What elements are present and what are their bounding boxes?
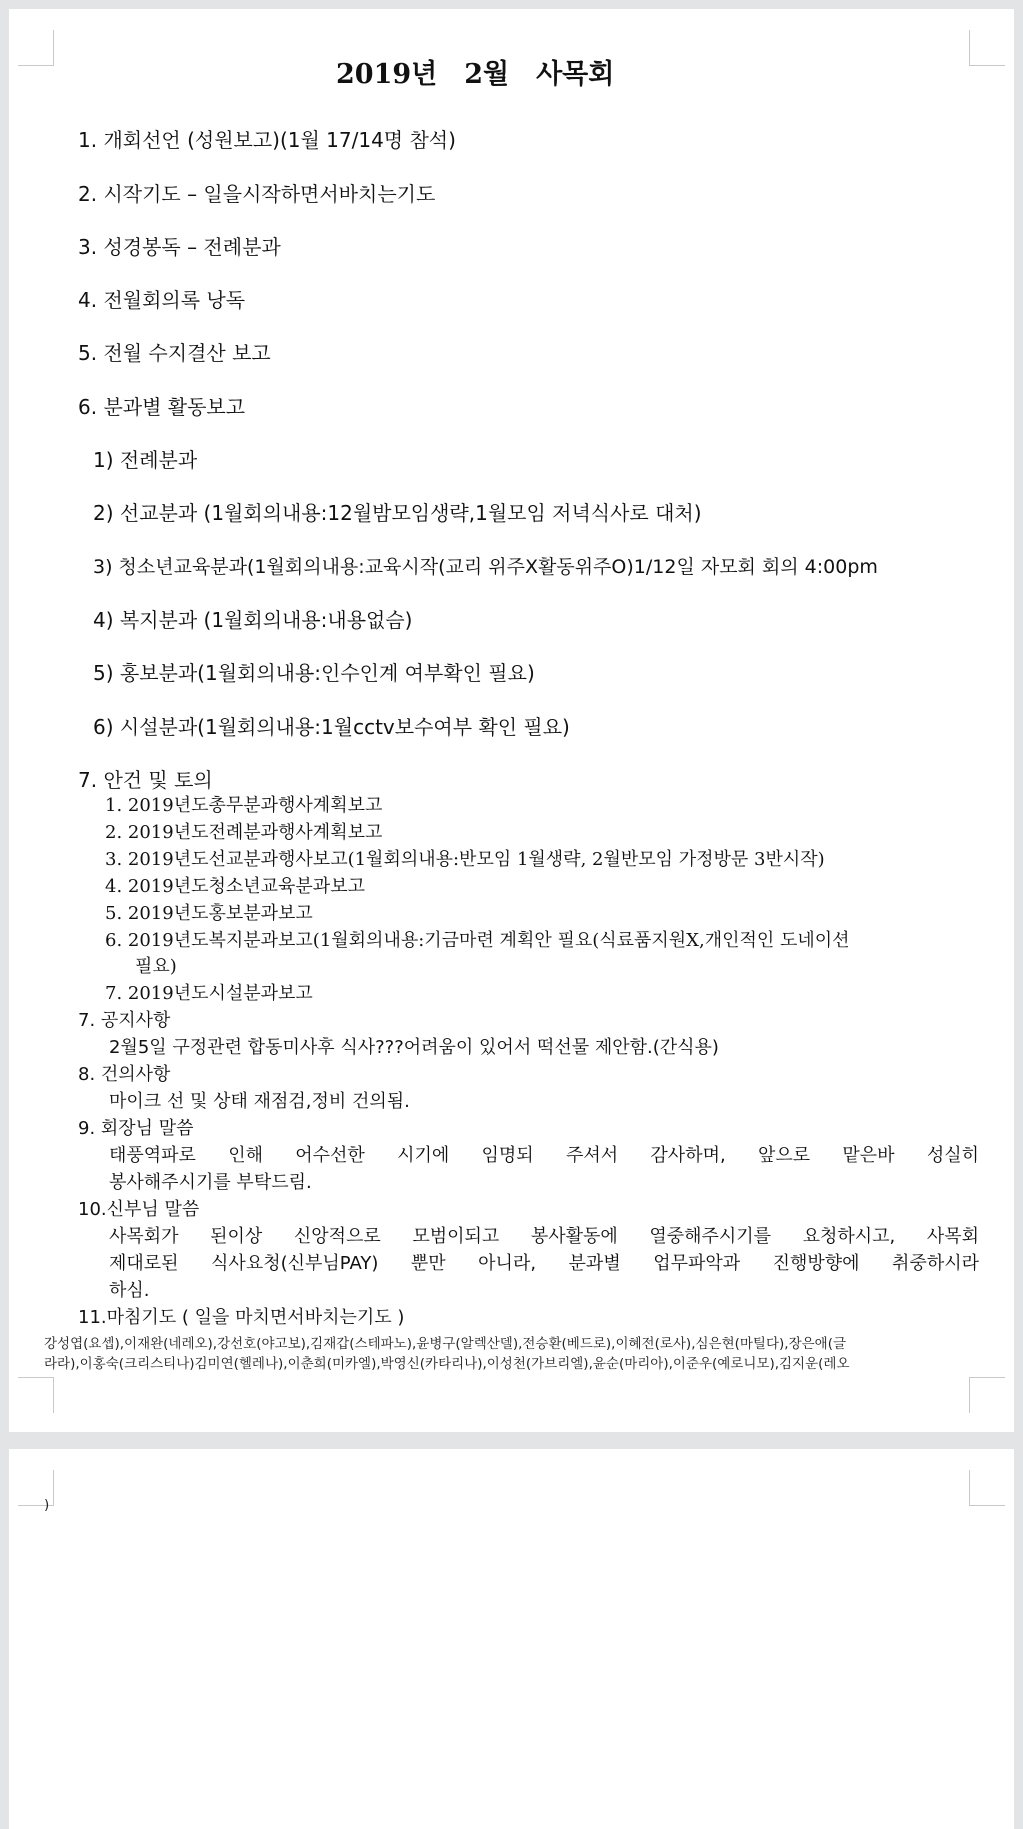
discussion-item-2: 2. 2019년도전례분과행사계획보고 [105,822,383,843]
committee-report-3: 3) 청소년교육분과(1월회의내용:교육시작(교리 위주X활동위주O)1/12일 자모회 회의 4:00pm [93,556,878,578]
priest-remarks-heading: 10.신부님 말씀 [78,1199,200,1220]
discussion-item-7: 7. 2019년도시설분과보고 [105,983,313,1004]
discussion-item-6: 6. 2019년도복지분과보고(1월회의내용:기금마련 계획안 필요(식료품지원X,개인적인 도네이션 [105,930,850,951]
document-page-2 [9,1449,1014,1829]
agenda-item-4: 4. 전월회의록 낭독 [78,288,246,312]
document-page-1 [9,9,1014,1432]
agenda-discussion-heading: 7. 안건 및 토의 [78,768,213,792]
margin-corner-mark [18,30,54,66]
agenda-item-5: 5. 전월 수지결산 보고 [78,341,271,365]
president-remarks-line: 태풍역파로 인해 어수선한 시기에 임명되 주셔서 감사하며, 앞으로 맡은바 성실히 [109,1145,979,1166]
discussion-item-5: 5. 2019년도홍보분과보고 [105,903,313,924]
agenda-item-3: 3. 성경봉독 – 전례분과 [78,235,281,259]
agenda-item-2: 2. 시작기도 – 일을시작하면서바치는기도 [78,182,436,206]
margin-corner-mark [969,1377,1005,1413]
margin-corner-mark [969,1470,1005,1506]
margin-corner-mark [969,30,1005,66]
attendee-list-line: ) [44,1497,50,1513]
president-remarks-heading: 9. 회장님 말씀 [78,1118,194,1139]
attendee-list-line: 강성엽(요셉),이재완(네레오),강선호(야고보),김재갑(스테파노),윤병구(알렉산델),전승환(베드로),이혜전(로사),심은현(마틸다),장은애(글 [44,1336,846,1352]
notice-heading: 7. 공지사항 [78,1010,171,1031]
committee-report-5: 5) 홍보분과(1월회의내용:인수인계 여부확인 필요) [93,661,535,685]
priest-remarks-line: 하심. [109,1280,150,1301]
suggestion-heading: 8. 건의사항 [78,1064,171,1085]
committee-report-2: 2) 선교분과 (1월회의내용:12월밤모임생략,1월모임 저녁식사로 대처) [93,501,702,525]
president-remarks-line: 봉사해주시기를 부탁드림. [109,1172,312,1193]
closing-prayer: 11.마침기도 ( 일을 마치면서바치는기도 ) [78,1307,405,1328]
discussion-item-1: 1. 2019년도총무분과행사계획보고 [105,795,383,816]
priest-remarks-line: 제대로된 식사요청(신부님PAY) 뿐만 아니라, 분과별 업무파악과 진행방향에 취중하시라 [109,1253,979,1274]
committee-report-6: 6) 시설분과(1월회의내용:1월cctv보수여부 확인 필요) [93,715,570,739]
discussion-item-4: 4. 2019년도청소년교육분과보고 [105,876,365,897]
agenda-item-1: 1. 개회선언 (성원보고)(1월 17/14명 참석) [78,128,456,152]
discussion-item-6-cont: 필요) [135,956,177,977]
margin-corner-mark [18,1377,54,1413]
agenda-item-6: 6. 분과별 활동보고 [78,395,246,419]
document-title: 2019년 2월 사목회 [336,59,615,90]
notice-body: 2월5일 구정관련 합동미사후 식사???어려움이 있어서 떡선물 제안함.(간식용) [109,1037,719,1058]
discussion-item-3: 3. 2019년도선교분과행사보고(1월회의내용:반모임 1월생략, 2월반모임 가정방문 3반시작) [105,849,825,870]
attendee-list-line: 라라),이홍숙(크리스티나)김미연(헬레나),이춘희(미카엘),박영신(카타리나),이성천(가브리엘),윤순(마리아),이준우(예로니모),김지운(레오 [44,1356,850,1372]
priest-remarks-line: 사목회가 된이상 신앙적으로 모범이되고 봉사활동에 열중해주시기를 요청하시고, 사목회 [109,1226,979,1247]
suggestion-body: 마이크 선 및 상태 재점검,정비 건의됨. [109,1091,410,1112]
committee-report-4: 4) 복지분과 (1월회의내용:내용없슴) [93,608,413,632]
committee-report-1: 1) 전례분과 [93,448,198,472]
